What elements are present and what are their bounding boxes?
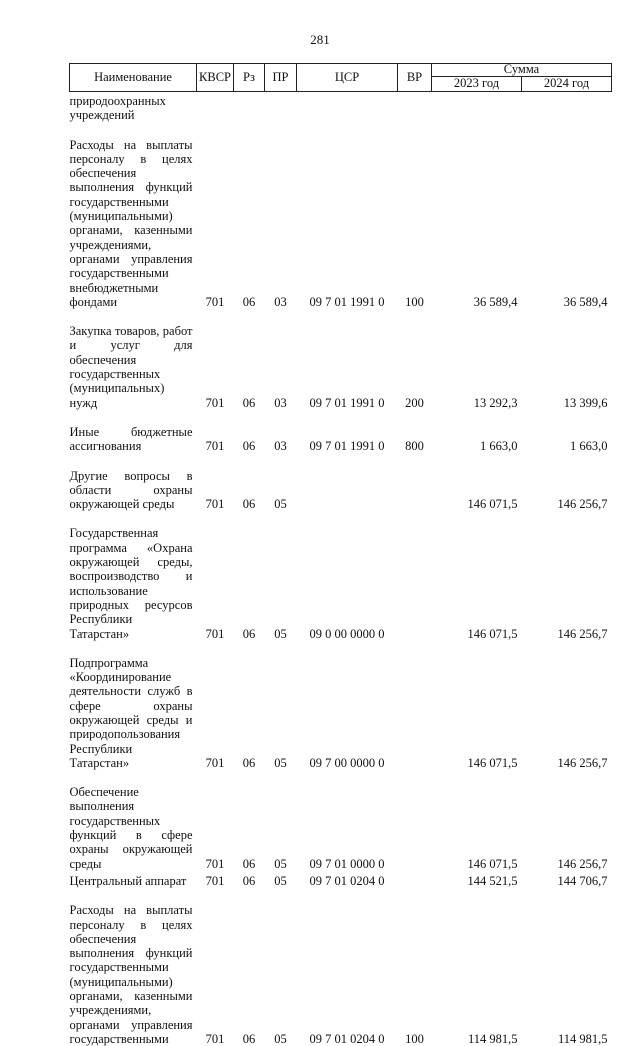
row-sum-2024: [522, 92, 612, 123]
row-name: Подпрограмма «Координирование деятельности служб в сфере охраны окружающей среды и природопользования Республики Татарстан»: [69, 655, 193, 770]
row-rz: 06: [242, 497, 256, 512]
table-row: [70, 123, 612, 310]
row-name: Государственная программа «Охрана окружающей среды, воспроизводство и использование природных ресурсов Республики Татарстан»: [69, 526, 193, 641]
row-vr: [398, 641, 432, 770]
row-csr: 09 7 01 1991 0: [309, 294, 385, 309]
row-sum-2023: 36 589,4: [473, 294, 518, 309]
row-kvsr: 701: [205, 873, 225, 888]
row-csr: 09 7 01 0204 0: [309, 1031, 385, 1046]
row-vr: [398, 511, 432, 640]
row-sum-2023: 144 521,5: [467, 873, 518, 888]
header-name: Наименование: [70, 64, 197, 92]
row-sum-2024: 146 256,7: [557, 755, 608, 770]
row-csr: 09 0 00 0000 0: [309, 626, 385, 641]
row-vr: [398, 454, 432, 512]
table-row: [70, 454, 612, 512]
row-sum-2024: 146 256,7: [557, 626, 608, 641]
row-sum-2024: 146 256,7: [557, 497, 608, 512]
row-vr: 100: [405, 294, 424, 309]
row-rz: 06: [242, 1031, 256, 1046]
row-vr: 100: [405, 1031, 424, 1046]
row-vr: [398, 92, 432, 123]
row-pr: 03: [274, 395, 287, 410]
row-name: Обеспечение выполнения государственных функций в сфере охраны окружающей среды: [69, 785, 193, 871]
row-sum-2023: 146 071,5: [467, 626, 518, 641]
row-name: Иные бюджетные ассигнования: [69, 424, 193, 454]
row-sum-2024: 36 589,4: [563, 294, 608, 309]
row-rz: [234, 92, 265, 123]
row-kvsr: 701: [205, 294, 225, 309]
row-vr: 200: [405, 395, 424, 410]
row-vr: [398, 770, 432, 871]
row-sum-2024: 144 706,7: [557, 873, 608, 888]
row-sum-2024: 13 399,6: [563, 395, 608, 410]
row-sum-2024: 146 256,7: [557, 856, 608, 871]
row-name: Центральный аппарат: [69, 873, 187, 888]
row-kvsr: 701: [205, 626, 225, 641]
table-row: [70, 641, 612, 770]
row-sum-2023: 146 071,5: [467, 497, 518, 512]
header-rz: Рз: [234, 64, 265, 92]
row-pr: 05: [274, 497, 287, 512]
row-sum-2023: 146 071,5: [467, 856, 518, 871]
row-vr: [398, 871, 432, 888]
table-row: [70, 871, 612, 888]
row-sum-2023: [432, 92, 522, 123]
row-kvsr: [197, 92, 234, 123]
row-vr: 800: [405, 439, 424, 454]
row-csr: 09 7 01 1991 0: [309, 439, 385, 454]
row-csr: 09 7 01 1991 0: [309, 395, 385, 410]
table-row: [70, 309, 612, 410]
row-name: Закупка товаров, работ и услуг для обеспечения государственных (муниципальных) нужд: [69, 324, 193, 410]
row-csr: 09 7 00 0000 0: [309, 755, 385, 770]
row-csr: [297, 92, 398, 123]
table-row: [70, 511, 612, 640]
table-row: [70, 92, 612, 123]
row-rz: 06: [242, 395, 256, 410]
row-rz: 06: [242, 294, 256, 309]
table-row: [70, 770, 612, 871]
row-kvsr: 701: [205, 497, 225, 512]
row-kvsr: 701: [205, 1031, 225, 1046]
row-kvsr: 701: [205, 395, 225, 410]
row-sum-2024: 114 981,5: [557, 1031, 608, 1046]
header-year-2023: 2023 год: [432, 76, 522, 91]
row-name: Другие вопросы в области охраны окружающей среды: [69, 468, 193, 512]
row-pr: 03: [274, 439, 287, 454]
row-pr: 05: [274, 626, 287, 641]
row-sum-2023: 114 981,5: [467, 1031, 518, 1046]
table-row: [70, 888, 612, 1046]
header-year-2024: 2024 год: [522, 76, 612, 91]
row-sum-2023: 1 663,0: [480, 439, 518, 454]
row-name: природоохранных учреждений: [69, 94, 166, 123]
page-number: 281: [310, 32, 330, 47]
row-csr: 09 7 01 0000 0: [309, 856, 385, 871]
row-csr: [297, 454, 398, 512]
table-row: [70, 410, 612, 454]
row-sum-2023: 13 292,3: [473, 395, 518, 410]
row-rz: 06: [242, 755, 256, 770]
row-name: Расходы на выплаты персоналу в целях обеспечения выполнения функций государственными (муниципальными) органами, казенными учреждениями, органами управления государственными: [69, 903, 193, 1046]
row-kvsr: 701: [205, 755, 225, 770]
row-kvsr: 701: [205, 856, 225, 871]
row-rz: 06: [242, 873, 256, 888]
row-sum-2023: 146 071,5: [467, 755, 518, 770]
header-sum: Сумма: [432, 64, 612, 77]
row-rz: 06: [242, 439, 256, 454]
row-pr: 03: [274, 294, 287, 309]
header-pr: ПР: [265, 64, 297, 92]
row-pr: [265, 92, 297, 123]
row-pr: 05: [274, 755, 287, 770]
row-pr: 05: [274, 1031, 287, 1046]
row-pr: 05: [274, 873, 287, 888]
row-rz: 06: [242, 856, 256, 871]
row-name: Расходы на выплаты персоналу в целях обеспечения выполнения функций государственными (муниципальными) органами, казенными учреждениями, органами управления государственными внебюджетными фондами: [69, 137, 193, 309]
row-pr: 05: [274, 856, 287, 871]
row-sum-2024: 1 663,0: [570, 439, 608, 454]
row-rz: 06: [242, 626, 256, 641]
row-kvsr: 701: [205, 439, 225, 454]
header-kvsr: КВСР: [197, 64, 234, 92]
header-vr: ВР: [398, 64, 432, 92]
budget-table: [69, 63, 612, 1046]
row-csr: 09 7 01 0204 0: [309, 873, 385, 888]
header-csr: ЦСР: [297, 64, 398, 92]
